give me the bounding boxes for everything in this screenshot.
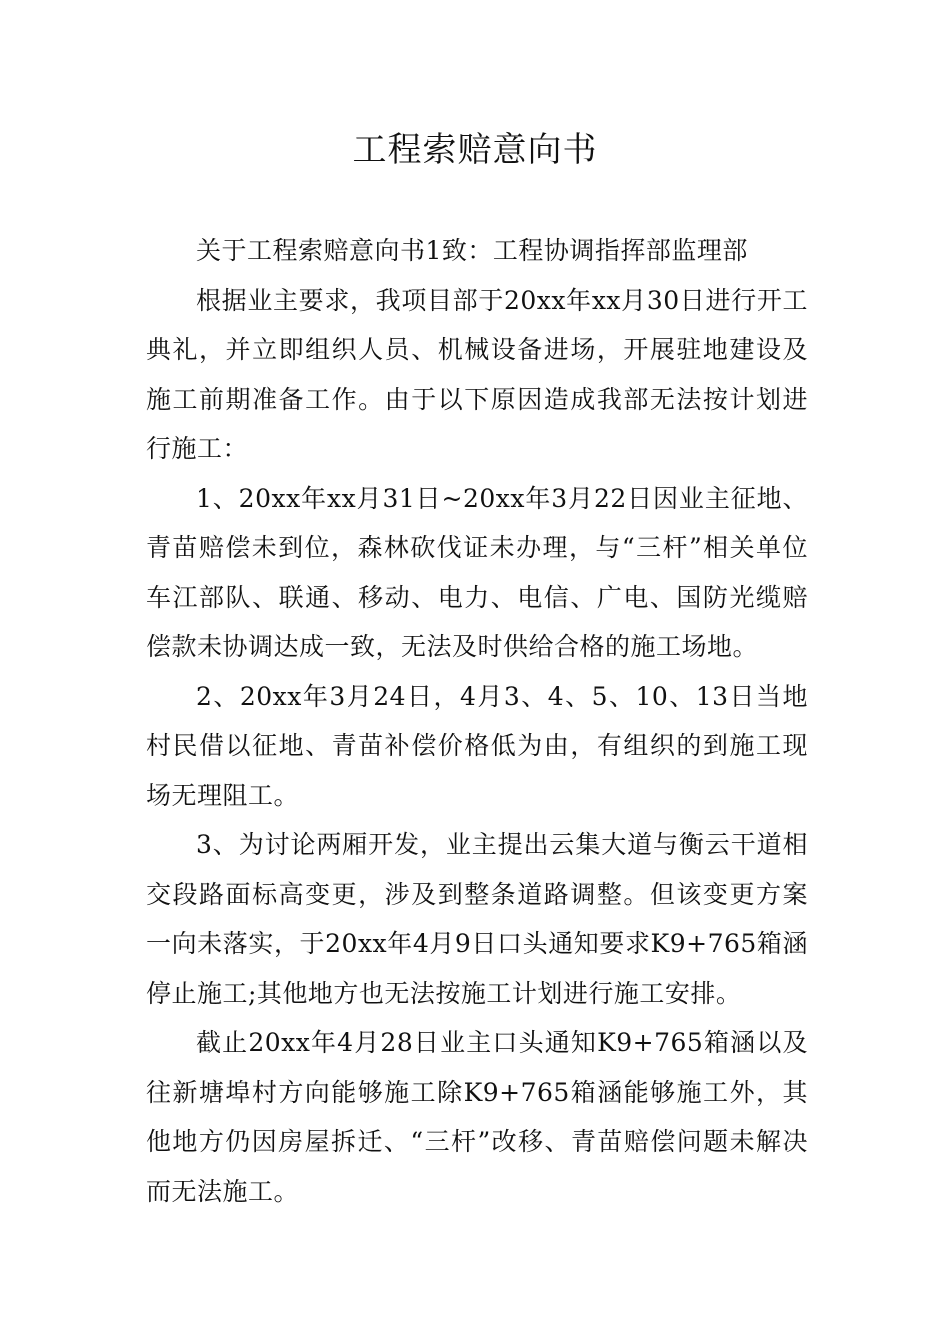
- document-body: [146, 226, 808, 1216]
- intro-paragraph: 根据业主要求，我项目部于20xx年xx月30日进行开工典礼，并立即组织人员、机械设备进场，开展驻地建设及施工前期准备工作。由于以下原因造成我部无法按计划进行施工：: [146, 285, 808, 463]
- document-title: 工程索赔意向书: [352, 130, 598, 170]
- addressee-line: 关于工程索赔意向书1致：工程协调指挥部监理部: [196, 236, 748, 265]
- reason-2-paragraph: 2、20xx年3月24日，4月3、4、5、10、13日当地村民借以征地、青苗补偿价格低为由，有组织的到施工现场无理阻工。: [146, 681, 808, 810]
- reason-3-paragraph: 3、为讨论两厢开发，业主提出云集大道与衡云干道相交段路面标高变更，涉及到整条道路调整。但该变更方案一向未落实，于20xx年4月9日口头通知要求K9+765箱涵停止施工;其他地方也无法按施工计划进行施工安排。: [146, 830, 808, 1008]
- reason-1-paragraph: 1、20xx年xx月31日~20xx年3月22日因业主征地、青苗赔偿未到位，森林砍伐证未办理，与“三杆”相关单位车江部队、联通、移动、电力、电信、广电、国防光缆赔偿款未协调达成一致，无法及时供给合格的施工场地。: [146, 483, 808, 661]
- status-paragraph: 截止20xx年4月28日业主口头通知K9+765箱涵以及往新塘埠村方向能够施工除K9+765箱涵能够施工外，其他地方仍因房屋拆迁、“三杆”改移、青苗赔偿问题未解决而无法施工。: [146, 1028, 808, 1206]
